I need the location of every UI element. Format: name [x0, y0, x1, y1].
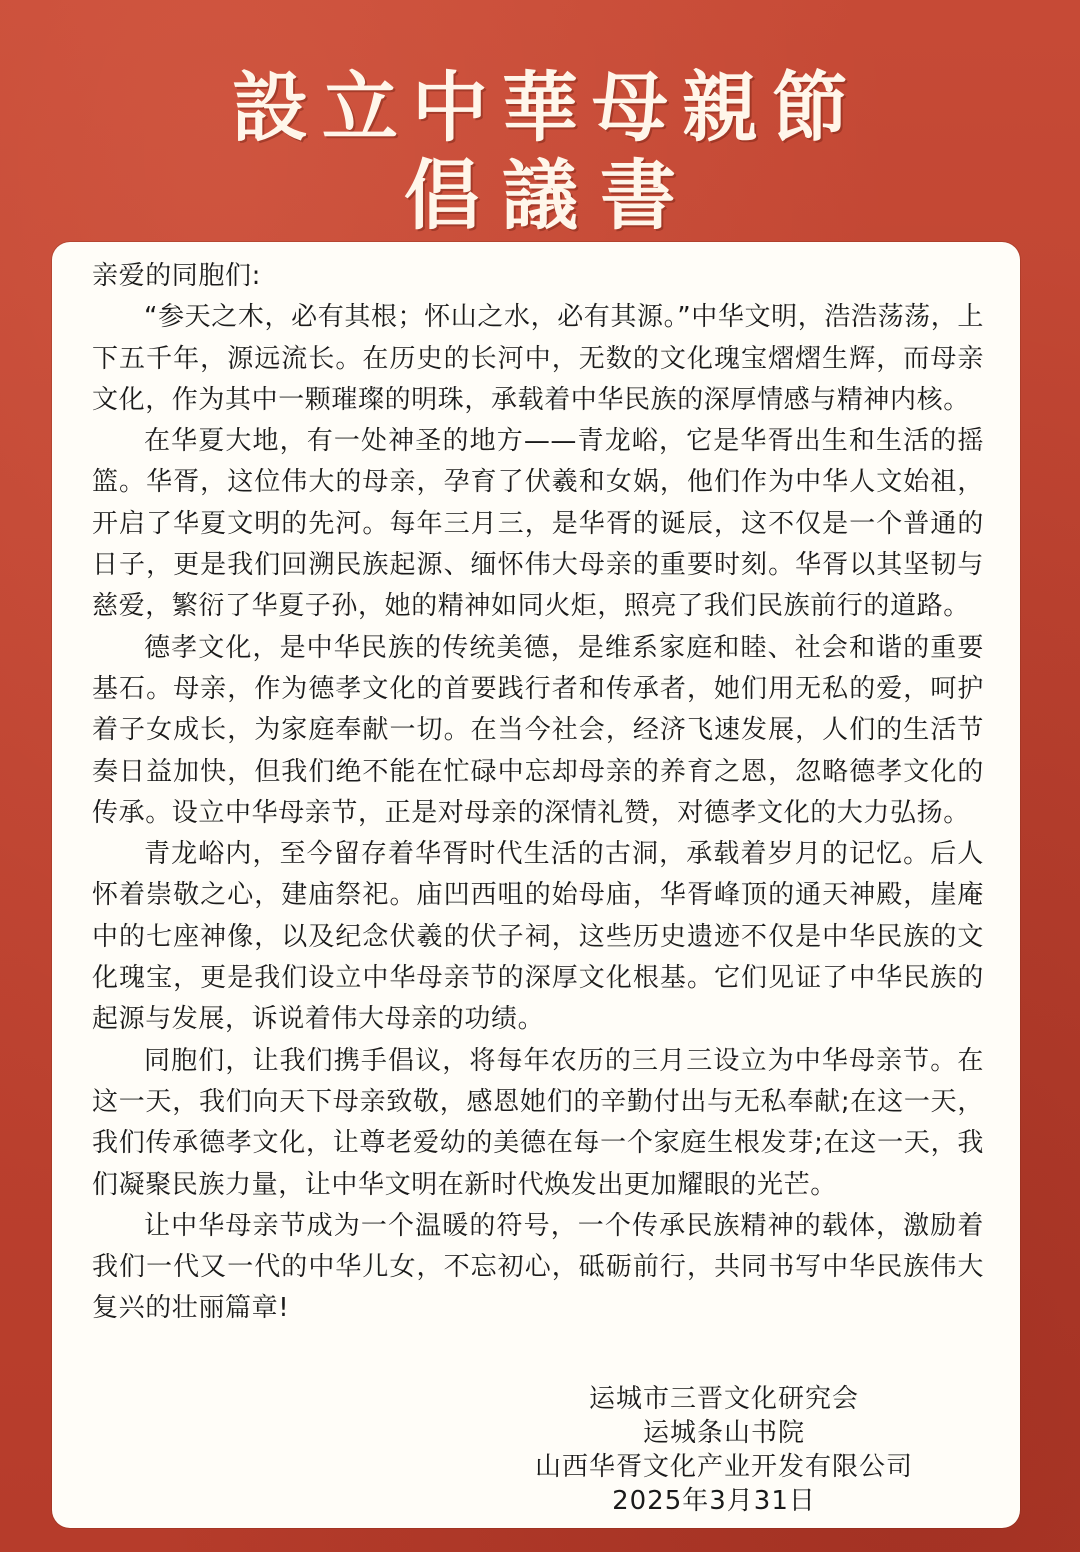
letter-panel [52, 242, 1020, 1528]
signatory-org-3: 山西华胥文化产业开发有限公司 [534, 1452, 913, 1482]
letter-body [92, 256, 984, 1330]
signature-date: 2025年3月31日 [612, 1486, 816, 1516]
salutation: 亲爱的同胞们: [92, 261, 261, 291]
paragraph-2: 在华夏大地，有一处神圣的地方——青龙峪，它是华胥出生和生活的摇篮。华胥，这位伟大的母亲，孕育了伏羲和女娲，他们作为中华人文始祖，开启了华夏文明的先河。每年三月三，是华胥的诞辰，这不仅是一个普通的日子，更是我们回溯民族起源、缅怀伟大母亲的重要时刻。华胥以其坚韧与慈爱，繁衍了华夏子孙，她的精神如同火炬，照亮了我们民族前行的道路。 [92, 426, 984, 622]
paragraph-5: 同胞们，让我们携手倡议，将每年农历的三月三设立为中华母亲节。在这一天，我们向天下母亲致敬，感恩她们的辛勤付出与无私奉献;在这一天，我们传承德孝文化，让尊老爱幼的美德在每一个家庭生根发芽;在这一天，我们凝聚民族力量，让中华文明在新时代焕发出更加耀眼的光芒。 [92, 1045, 984, 1200]
title-line-1: 設立中華母親節 [232, 63, 862, 152]
paragraph-4: 青龙峪内，至今留存着华胥时代生活的古洞，承载着岁月的记忆。后人怀着崇敬之心，建庙祭祀。庙凹西咀的始母庙，华胥峰顶的通天神殿，崖庵中的七座神像，以及纪念伏羲的伏子祠，这些历史遗迹不仅是中华民族的文化瑰宝，更是我们设立中华母亲节的深厚文化根基。它们见证了中华民族的起源与发展，诉说着伟大母亲的功绩。 [92, 839, 984, 1035]
paragraph-1: “参天之木，必有其根；怀山之水，必有其源。”中华文明，浩浩荡荡，上下五千年，源远流长。在历史的长河中，无数的文化瑰宝熠熠生辉，而母亲文化，作为其中一颗璀璨的明珠，承载着中华民族的深厚情感与精神内核。 [92, 302, 984, 415]
signatory-org-1: 运城市三晋文化研究会 [588, 1384, 859, 1414]
title-line-2: 倡議書 [404, 151, 698, 240]
paragraph-6: 让中华母亲节成为一个温暖的符号，一个传承民族精神的载体，激励着我们一代又一代的中华儿女，不忘初心，砥砺前行，共同书写中华民族伟大复兴的壮丽篇章! [92, 1210, 984, 1324]
document-title [0, 62, 1080, 242]
signatory-org-2: 运城条山书院 [642, 1418, 805, 1448]
signature-block [464, 1382, 984, 1518]
paragraph-3: 德孝文化，是中华民族的传统美德，是维系家庭和睦、社会和谐的重要基石。母亲，作为德孝文化的首要践行者和传承者，她们用无私的爱，呵护着子女成长，为家庭奉献一切。在当今社会，经济飞速发展，人们的生活节奏日益加快，但我们绝不能在忙碌中忘却母亲的养育之恩，忽略德孝文化的传承。设立中华母亲节，正是对母亲的深情礼赞，对德孝文化的大力弘扬。 [92, 632, 984, 828]
